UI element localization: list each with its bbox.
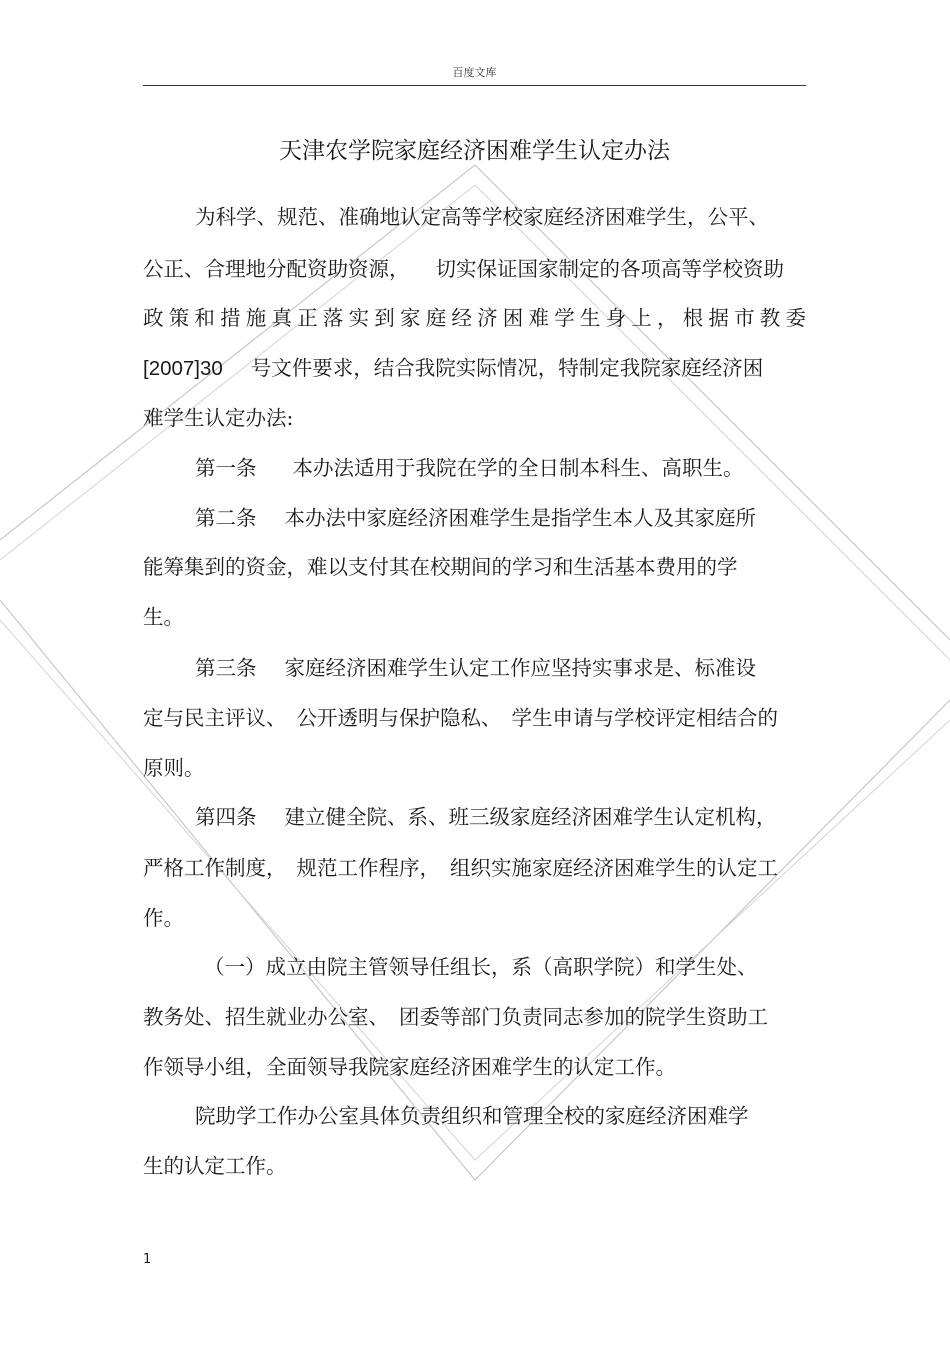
closing-line-1: 院助学工作办公室具体负责组织和管理全校的家庭经济困难学	[195, 1104, 749, 1128]
article-4-text-2c: 组织实施家庭经济困难学生的认定工	[450, 856, 778, 880]
article-2-line-3: 生。	[143, 605, 184, 629]
closing-line-2: 生的认定工作。	[143, 1154, 287, 1178]
article-2-line-2: 能筹集到的资金，难以支付其在校期间的学习和生活基本费用的学	[143, 555, 738, 579]
article-2-label: 第二条	[195, 506, 257, 530]
article-4-line-2	[143, 854, 778, 882]
preamble-line-2	[143, 255, 784, 283]
item-1-line-2	[143, 1003, 768, 1031]
article-1-text: 本办法适用于我院在学的全日制本科生、高职生。	[292, 456, 744, 480]
article-3-text-1: 家庭经济困难学生认定工作应坚持实事求是、标准设	[284, 656, 756, 680]
article-3-text-2c: 学生申请与学校评定相结合的	[511, 706, 778, 730]
article-3-label: 第三条	[195, 656, 257, 680]
article-1	[195, 454, 744, 482]
preamble-line-1: 为科学、规范、准确地认定高等学校家庭经济困难学生，公平、	[195, 205, 769, 229]
article-3-line-1	[195, 654, 756, 682]
document-title: 天津农学院家庭经济困难学生认定办法	[279, 138, 670, 164]
article-4-text-2b: 规范工作程序，	[296, 856, 440, 880]
article-3-text-2b: 公开透明与保护隐私、	[296, 706, 502, 730]
preamble-line-4-ref: [2007]30	[143, 357, 223, 380]
preamble-line-3	[143, 304, 812, 332]
article-3-line-2	[143, 704, 778, 732]
preamble-line-5: 难学生认定办法:	[143, 406, 294, 430]
article-4-label: 第四条	[195, 805, 257, 829]
item-1-line-3: 作领导小组，全面领导我院家庭经济困难学生的认定工作。	[143, 1055, 676, 1079]
article-4-line-3: 作。	[143, 906, 184, 930]
page-header: 百度文库	[452, 66, 497, 79]
preamble-line-3-text: 政策和措施真正落实到家庭经济困难学生身上，根据市教委	[143, 306, 812, 330]
item-1-line-1: （一）成立由院主管领导任组长，系（高职学院）和学生处、	[204, 955, 758, 979]
preamble-line-4	[143, 354, 763, 383]
item-1-text-2b: 团委等部门负责同志参加的院学生资助工	[399, 1005, 768, 1029]
item-1-text-2a: 教务处、招生就业办公室、	[143, 1005, 389, 1029]
header-divider	[143, 85, 806, 86]
article-4-line-1	[195, 803, 777, 831]
preamble-line-2-part-b: 切实保证国家制定的各项高等学校资助	[435, 257, 784, 281]
article-3-text-2a: 定与民主评议、	[143, 706, 287, 730]
article-4-text-2a: 严格工作制度，	[143, 856, 287, 880]
preamble-line-2-part-a: 公正、合理地分配资助资源，	[143, 257, 410, 281]
preamble-line-4-text: 号文件要求，结合我院实际情况，特制定我院家庭经济困	[250, 356, 764, 380]
article-3-line-3: 原则。	[143, 756, 205, 780]
article-2-line-1	[195, 504, 756, 532]
article-4-text-1: 建立健全院、系、班三级家庭经济困难学生认定机构，	[284, 805, 777, 829]
article-1-label: 第一条	[195, 456, 257, 480]
page-number: 1	[143, 1252, 152, 1267]
article-2-text-1: 本办法中家庭经济困难学生是指学生本人及其家庭所	[284, 506, 756, 530]
